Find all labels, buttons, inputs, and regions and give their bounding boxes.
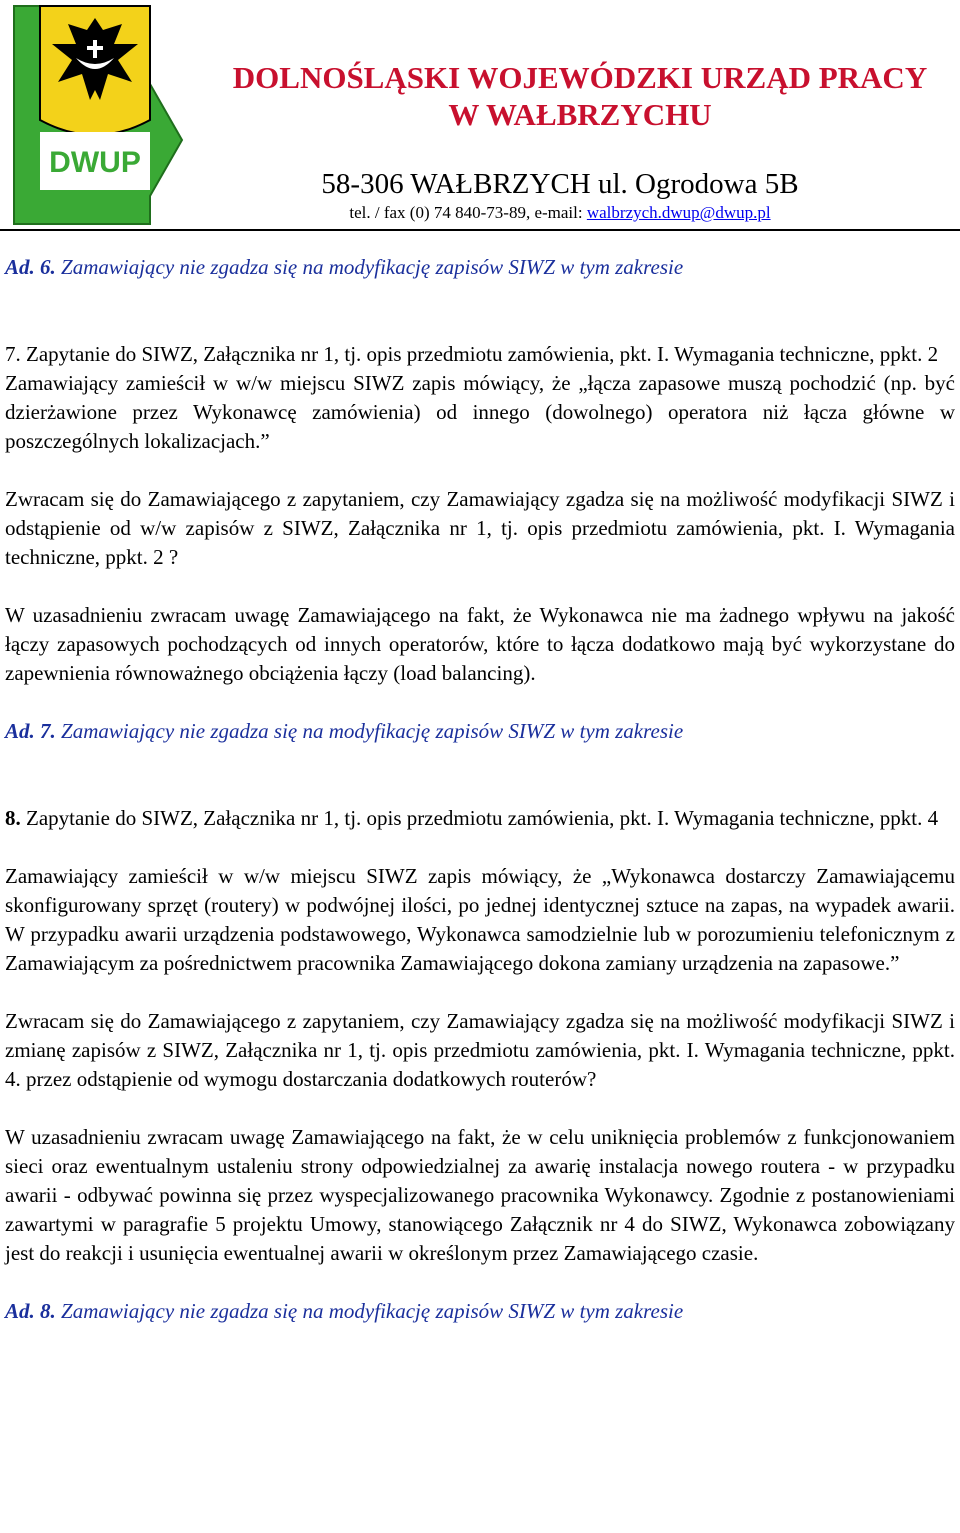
answer-ad7-num: Ad. 7. [5,719,56,743]
answer-ad6-num: Ad. 6. [5,255,56,279]
answer-ad6 [5,253,955,282]
answer-ad8-num: Ad. 8. [5,1299,56,1323]
question-8-quote: Zamawiający zamieścił w w/w miejscu SIWZ zapis mówiący, że „Wykonawca dostarczy Zamawiającemu skonfigurowany sprzęt (routery) w podwójnej ilości, po jednej identycznej sztuce na zapas, na wypadek awarii. W przypadku awarii urządzenia podstawowego, Wykonawca samodzielnie lub w porozumieniu telefonicznym z Zamawiającym za pośrednictwem pracownika Zamawiającego dokona zamiany urządzenia na zapasowe.” [5,864,955,975]
answer-ad7 [5,717,955,746]
org-title-line1: DOLNOŚLĄSKI WOJEWÓDZKI URZĄD PRACY [232,60,928,95]
question-8-num: 8. [5,806,21,830]
answer-ad6-text: Zamawiający nie zgadza się na modyfikację zapisów SIWZ w tym zakresie [55,255,684,279]
question-8-justification: W uzasadnieniu zwracam uwagę Zamawiającego na fakt, że w celu uniknięcia problemów z funkcjonowaniem sieci oraz ewentualnym ustaleniu strony odpowiedzialnej za awarię instalacja nowego routera - w przypadku awarii - odbywać powinna się przez wyspecjalizowanego pracownika Wykonawcy. Zgodnie z postanowieniami zawartymi w paragrafie 5 projektu Umowy, stanowiącego Załącznik nr 4 do SIWZ, Wykonawca zobowiązany jest do reakcji i usunięcia ewentualnej awarii w określonym przez Zamawiającego czasie. [5,1125,955,1265]
org-contact [240,202,880,224]
letterhead [0,0,960,232]
dwup-logo-icon [0,0,185,228]
logo-text: DWUP [49,146,141,179]
answer-ad8 [5,1297,955,1326]
question-8-question: Zwracam się do Zamawiającego z zapytaniem, czy Zamawiający zgadza się na możliwość modyfikacji SIWZ i zmianę zapisów z SIWZ, Załącznika nr 1, tj. opis przedmiotu zamówienia, pkt. I. Wymagania techniczne, ppkt. 4. przez odstąpienie od wymogu dostarczania dodatkowych routerów? [5,1009,955,1091]
org-title-line2: W WAŁBRZYCHU [448,97,712,132]
question-8-title-text: Zapytanie do SIWZ, Załącznika nr 1, tj. opis przedmiotu zamówienia, pkt. I. Wymagania techniczne, ppkt. 4 [20,806,939,830]
question-7-justification: W uzasadnieniu zwracam uwagę Zamawiającego na fakt, że Wykonawca nie ma żadnego wpływu na jakość łączy zapasowych pochodzących od innych operatorów, które to łącza dodatkowo mają być wykorzystane do zapewnienia równoważnego obciążenia łączy (load balancing). [5,603,955,685]
contact-phone: tel. / fax (0) 74 840-73-89, e-mail: [349,203,587,222]
email-link[interactable]: walbrzych.dwup@dwup.pl [586,203,771,222]
document-body [5,253,955,1326]
question-7-title: 7. Zapytanie do SIWZ, Załącznika nr 1, tj. opis przedmiotu zamówienia, pkt. I. Wymagania techniczne, ppkt. 2 [5,342,939,366]
question-8-title [5,804,955,833]
org-address: 58-306 WAŁBRZYCH ul. Ogrodowa 5B [321,168,799,200]
answer-ad7-text: Zamawiający nie zgadza się na modyfikację zapisów SIWZ w tym zakresie [55,719,684,743]
question-7-question: Zwracam się do Zamawiającego z zapytaniem, czy Zamawiający zgadza się na możliwość modyfikacji SIWZ i odstąpienie od w/w zapisów z SIWZ, Załącznika nr 1, tj. opis przedmiotu zamówienia, pkt. I. Wymagania techniczne, ppkt. 2 ? [5,487,955,569]
header-divider [0,229,960,231]
answer-ad8-text: Zamawiający nie zgadza się na modyfikację zapisów SIWZ w tym zakresie [55,1299,684,1323]
question-7-quote: Zamawiający zamieścił w w/w miejscu SIWZ zapis mówiący, że „łącza zapasowe muszą pochodzić (np. być dzierżawione przez Wykonawcę zamówienia) od innego (dowolnego) operatora niż łącza główne w poszczególnych lokalizacjach.” [5,371,955,453]
